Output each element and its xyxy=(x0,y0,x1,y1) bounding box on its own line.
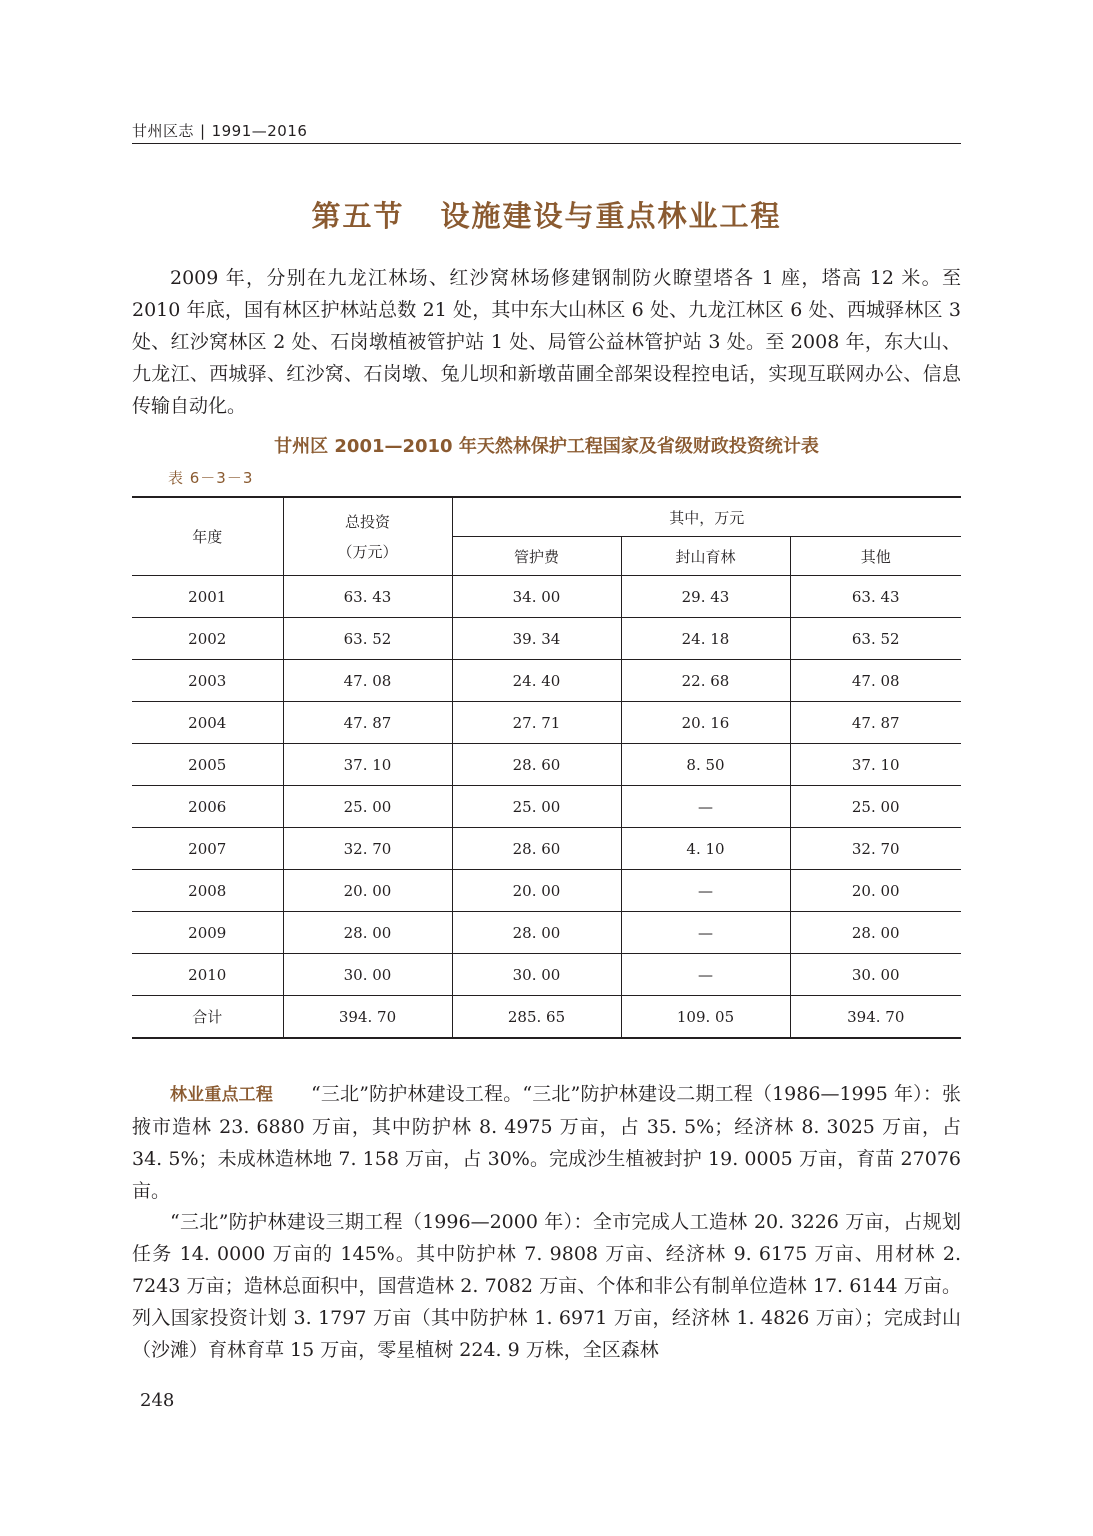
cell-manage: 28. 00 xyxy=(452,912,621,954)
cell-year: 2003 xyxy=(132,660,283,702)
cell-other: 28. 00 xyxy=(790,912,961,954)
cell-total: 28. 00 xyxy=(283,912,452,954)
cell-other: 47. 08 xyxy=(790,660,961,702)
section-number: 第五节 xyxy=(311,199,405,233)
cell-manage: 28. 60 xyxy=(452,828,621,870)
cell-total: 63. 52 xyxy=(283,618,452,660)
cell-year: 2005 xyxy=(132,744,283,786)
cell-total: 394. 70 xyxy=(283,996,452,1039)
table-row xyxy=(132,996,961,1039)
cell-other: 63. 43 xyxy=(790,576,961,618)
cell-year: 2007 xyxy=(132,828,283,870)
investment-table xyxy=(132,496,961,1039)
cell-enclosure: — xyxy=(621,912,790,954)
header-manage: 管护费 xyxy=(452,537,621,576)
header-total-line2: （万元） xyxy=(337,542,398,561)
header-year: 年度 xyxy=(132,497,283,576)
cell-enclosure: 4. 10 xyxy=(621,828,790,870)
cell-total: 63. 43 xyxy=(283,576,452,618)
forestry-paragraph-1 xyxy=(132,1078,961,1207)
table-row xyxy=(132,870,961,912)
table-row xyxy=(132,618,961,660)
cell-other: 63. 52 xyxy=(790,618,961,660)
cell-manage: 28. 60 xyxy=(452,744,621,786)
cell-manage: 30. 00 xyxy=(452,954,621,996)
table-row xyxy=(132,828,961,870)
cell-manage: 285. 65 xyxy=(452,996,621,1039)
cell-enclosure: — xyxy=(621,870,790,912)
cell-other: 47. 87 xyxy=(790,702,961,744)
cell-enclosure: 24. 18 xyxy=(621,618,790,660)
cell-year: 2001 xyxy=(132,576,283,618)
cell-total: 47. 87 xyxy=(283,702,452,744)
cell-other: 20. 00 xyxy=(790,870,961,912)
cell-enclosure: 29. 43 xyxy=(621,576,790,618)
cell-other: 25. 00 xyxy=(790,786,961,828)
cell-manage: 25. 00 xyxy=(452,786,621,828)
cell-year: 2009 xyxy=(132,912,283,954)
cell-enclosure: — xyxy=(621,954,790,996)
cell-manage: 24. 40 xyxy=(452,660,621,702)
cell-year: 2002 xyxy=(132,618,283,660)
cell-other: 32. 70 xyxy=(790,828,961,870)
cell-manage: 34. 00 xyxy=(452,576,621,618)
header-group: 其中，万元 xyxy=(452,497,961,537)
cell-manage: 20. 00 xyxy=(452,870,621,912)
table-body xyxy=(132,576,961,1039)
cell-total: 20. 00 xyxy=(283,870,452,912)
cell-enclosure: 8. 50 xyxy=(621,744,790,786)
running-header xyxy=(132,120,307,141)
cell-total: 37. 10 xyxy=(283,744,452,786)
table-row xyxy=(132,954,961,996)
cell-year: 2006 xyxy=(132,786,283,828)
intro-paragraph: 2009 年，分别在九龙江林场、红沙窝林场修建钢制防火瞭望塔各 1 座，塔高 12 米。至 2010 年底，国有林区护林站总数 21 处，其中东大山林区 6 处、九龙江林区 6 处、西城驿林区 3 处、红沙窝林区 2 处、石岗墩植被管护站 1 处、局管公益林管护站 3 处。至 2008 年，东大山、九龙江、西城驿、红沙窝、石岗墩、兔儿坝和新墩苗圃全部架设程控电话，实现互联网办公、信息传输自动化。 xyxy=(132,267,961,417)
cell-total: 47. 08 xyxy=(283,660,452,702)
cell-enclosure: — xyxy=(621,786,790,828)
section-heading: 设施建设与重点林业工程 xyxy=(440,199,782,233)
header-rule xyxy=(132,143,961,144)
table-row xyxy=(132,660,961,702)
header-total xyxy=(283,497,452,576)
table-row xyxy=(132,786,961,828)
cell-other: 30. 00 xyxy=(790,954,961,996)
forestry-paragraph-2: “三北”防护林建设三期工程（1996—2000 年）：全市完成人工造林 20. 3226 万亩，占规划任务 14. 0000 万亩的 145%。其中防护林 7. 9808 万亩、经济林 9. 6175 万亩、用材林 2. 7243 万亩；造林总面积中，国营造林 2. 7082 万亩、个体和非公有制单位造林 17. 6144 万亩。列入国家投资计划 3. 1797 万亩（其中防护林 1. 6971 万亩，经济林 1. 4826 万亩）；完成封山（沙滩）育林育草 15 万亩，零星植树 224. 9 万株，全区森林 xyxy=(132,1211,961,1361)
table-row xyxy=(132,576,961,618)
forestry-paragraph-1-text: “三北”防护林建设工程。“三北”防护林建设二期工程（1986—1995 年）：张掖市造林 23. 6880 万亩，其中防护林 8. 4975 万亩，占 35. 5%；经济林 8. 3025 万亩，占 34. 5%；未成林造林地 7. 158 万亩，占 30%。完成沙生植被封护 19. 0005 万亩，育苗 27076 亩。 xyxy=(132,1083,961,1202)
cell-other: 37. 10 xyxy=(790,744,961,786)
cell-year: 合计 xyxy=(132,996,283,1039)
cell-total: 32. 70 xyxy=(283,828,452,870)
cell-enclosure: 20. 16 xyxy=(621,702,790,744)
table-number: 表 6－3－3 xyxy=(168,469,254,487)
section-title xyxy=(0,194,1093,235)
page-number: 248 xyxy=(140,1390,175,1411)
cell-enclosure: 22. 68 xyxy=(621,660,790,702)
table-row xyxy=(132,744,961,786)
cell-other: 394. 70 xyxy=(847,1007,905,1026)
header-separator: | xyxy=(200,122,206,140)
cell-manage: 39. 34 xyxy=(452,618,621,660)
header-total-line1: 总投资 xyxy=(344,512,390,531)
cell-year: 2008 xyxy=(132,870,283,912)
table-row xyxy=(132,702,961,744)
cell-total: 25. 00 xyxy=(283,786,452,828)
cell-manage: 27. 71 xyxy=(452,702,621,744)
header-enclosure: 封山育林 xyxy=(621,537,790,576)
cell-total: 30. 00 xyxy=(283,954,452,996)
run-in-heading: 林业重点工程 xyxy=(170,1085,273,1105)
table-title: 甘州区 2001—2010 年天然林保护工程国家及省级财政投资统计表 xyxy=(274,436,819,457)
book-years: 1991—2016 xyxy=(211,122,308,140)
cell-enclosure: 109. 05 xyxy=(621,996,790,1039)
cell-year: 2004 xyxy=(132,702,283,744)
cell-year: 2010 xyxy=(132,954,283,996)
header-other: 其他 xyxy=(790,537,961,576)
table-row xyxy=(132,912,961,954)
book-title: 甘州区志 xyxy=(132,122,195,140)
